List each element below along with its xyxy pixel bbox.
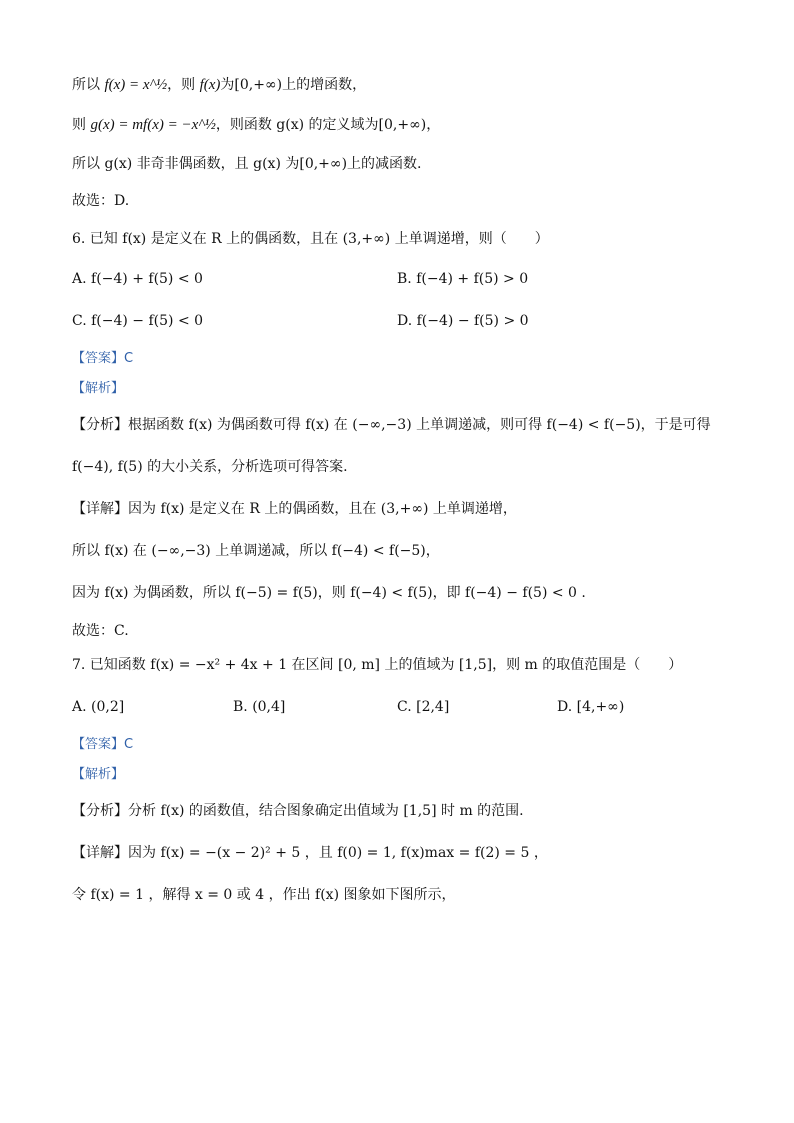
option-7b: B. (0,4]: [233, 699, 286, 715]
choice-6: 故选：C.: [72, 623, 129, 639]
option-7d: D. [4,+∞): [557, 699, 625, 715]
analysis-6a: 【分析】根据函数 f(x) 为偶函数可得 f(x) 在 (−∞,−3) 上单调递减，则可得 f(−4) < f(−5)，于是可得: [72, 417, 711, 433]
text-line-4: 故选：D.: [72, 193, 130, 209]
text-line-1: [72, 76, 366, 94]
text-segment: ，则: [167, 77, 196, 93]
option-6d: D. f(−4) − f(5) > 0: [397, 313, 529, 329]
text-line-2: [72, 116, 440, 134]
analysis-7: 【分析】分析 f(x) 的函数值，结合图象确定出值域为 [1,5] 时 m 的范围.: [72, 803, 524, 819]
analysis-6b: f(−4), f(5) 的大小关系，分析选项可得答案.: [72, 459, 348, 475]
text-segment: 为[0,+∞)上的增函数，: [220, 77, 367, 93]
text-segment: 则: [72, 117, 86, 133]
analysis-heading-6: 【解析】: [72, 381, 125, 396]
detail-7b: 令 f(x) = 1 ，解得 x = 0 或 4 ，作出 f(x) 图象如下图所示，: [72, 887, 456, 903]
analysis-heading-7: 【解析】: [72, 767, 125, 782]
option-7c: C. [2,4]: [397, 699, 450, 715]
question-6: 6. 已知 f(x) 是定义在 R 上的偶函数，且在 (3,+∞) 上单调递增，则（ ）: [72, 231, 549, 247]
option-6a: A. f(−4) + f(5) < 0: [72, 271, 203, 287]
detail-6a: 【详解】因为 f(x) 是定义在 R 上的偶函数，且在 (3,+∞) 上单调递增，: [72, 501, 517, 517]
math-expression: f(x) = x^½: [104, 77, 168, 93]
text-line-3: 所以 g(x) 非奇非偶函数，且 g(x) 为[0,+∞)上的减函数.: [72, 156, 422, 172]
math-expression: f(x): [199, 77, 221, 93]
detail-6c: 因为 f(x) 为偶函数，所以 f(−5) = f(5)，则 f(−4) < f(5)，即 f(−4) − f(5) < 0 .: [72, 585, 586, 601]
detail-7: 【详解】因为 f(x) = −(x − 2)² + 5 ，且 f(0) = 1, f(x)max = f(2) = 5 ，: [72, 845, 548, 861]
option-6b: B. f(−4) + f(5) > 0: [397, 271, 529, 287]
answer-7: 【答案】C: [72, 737, 134, 752]
detail-6b: 所以 f(x) 在 (−∞,−3) 上单调递减，所以 f(−4) < f(−5)，: [72, 543, 440, 559]
text-segment: 所以: [72, 77, 100, 93]
option-6c: C. f(−4) − f(5) < 0: [72, 313, 204, 329]
text-segment: ，则函数 g(x) 的定义域为[0,+∞)，: [215, 117, 441, 133]
answer-6: 【答案】C: [72, 351, 134, 366]
math-expression: g(x) = mf(x) = −x^½: [90, 117, 216, 133]
question-7: 7. 已知函数 f(x) = −x² + 4x + 1 在区间 [0, m] 上的值域为 [1,5]，则 m 的取值范围是（ ）: [72, 657, 683, 673]
option-7a: A. (0,2]: [72, 699, 125, 715]
